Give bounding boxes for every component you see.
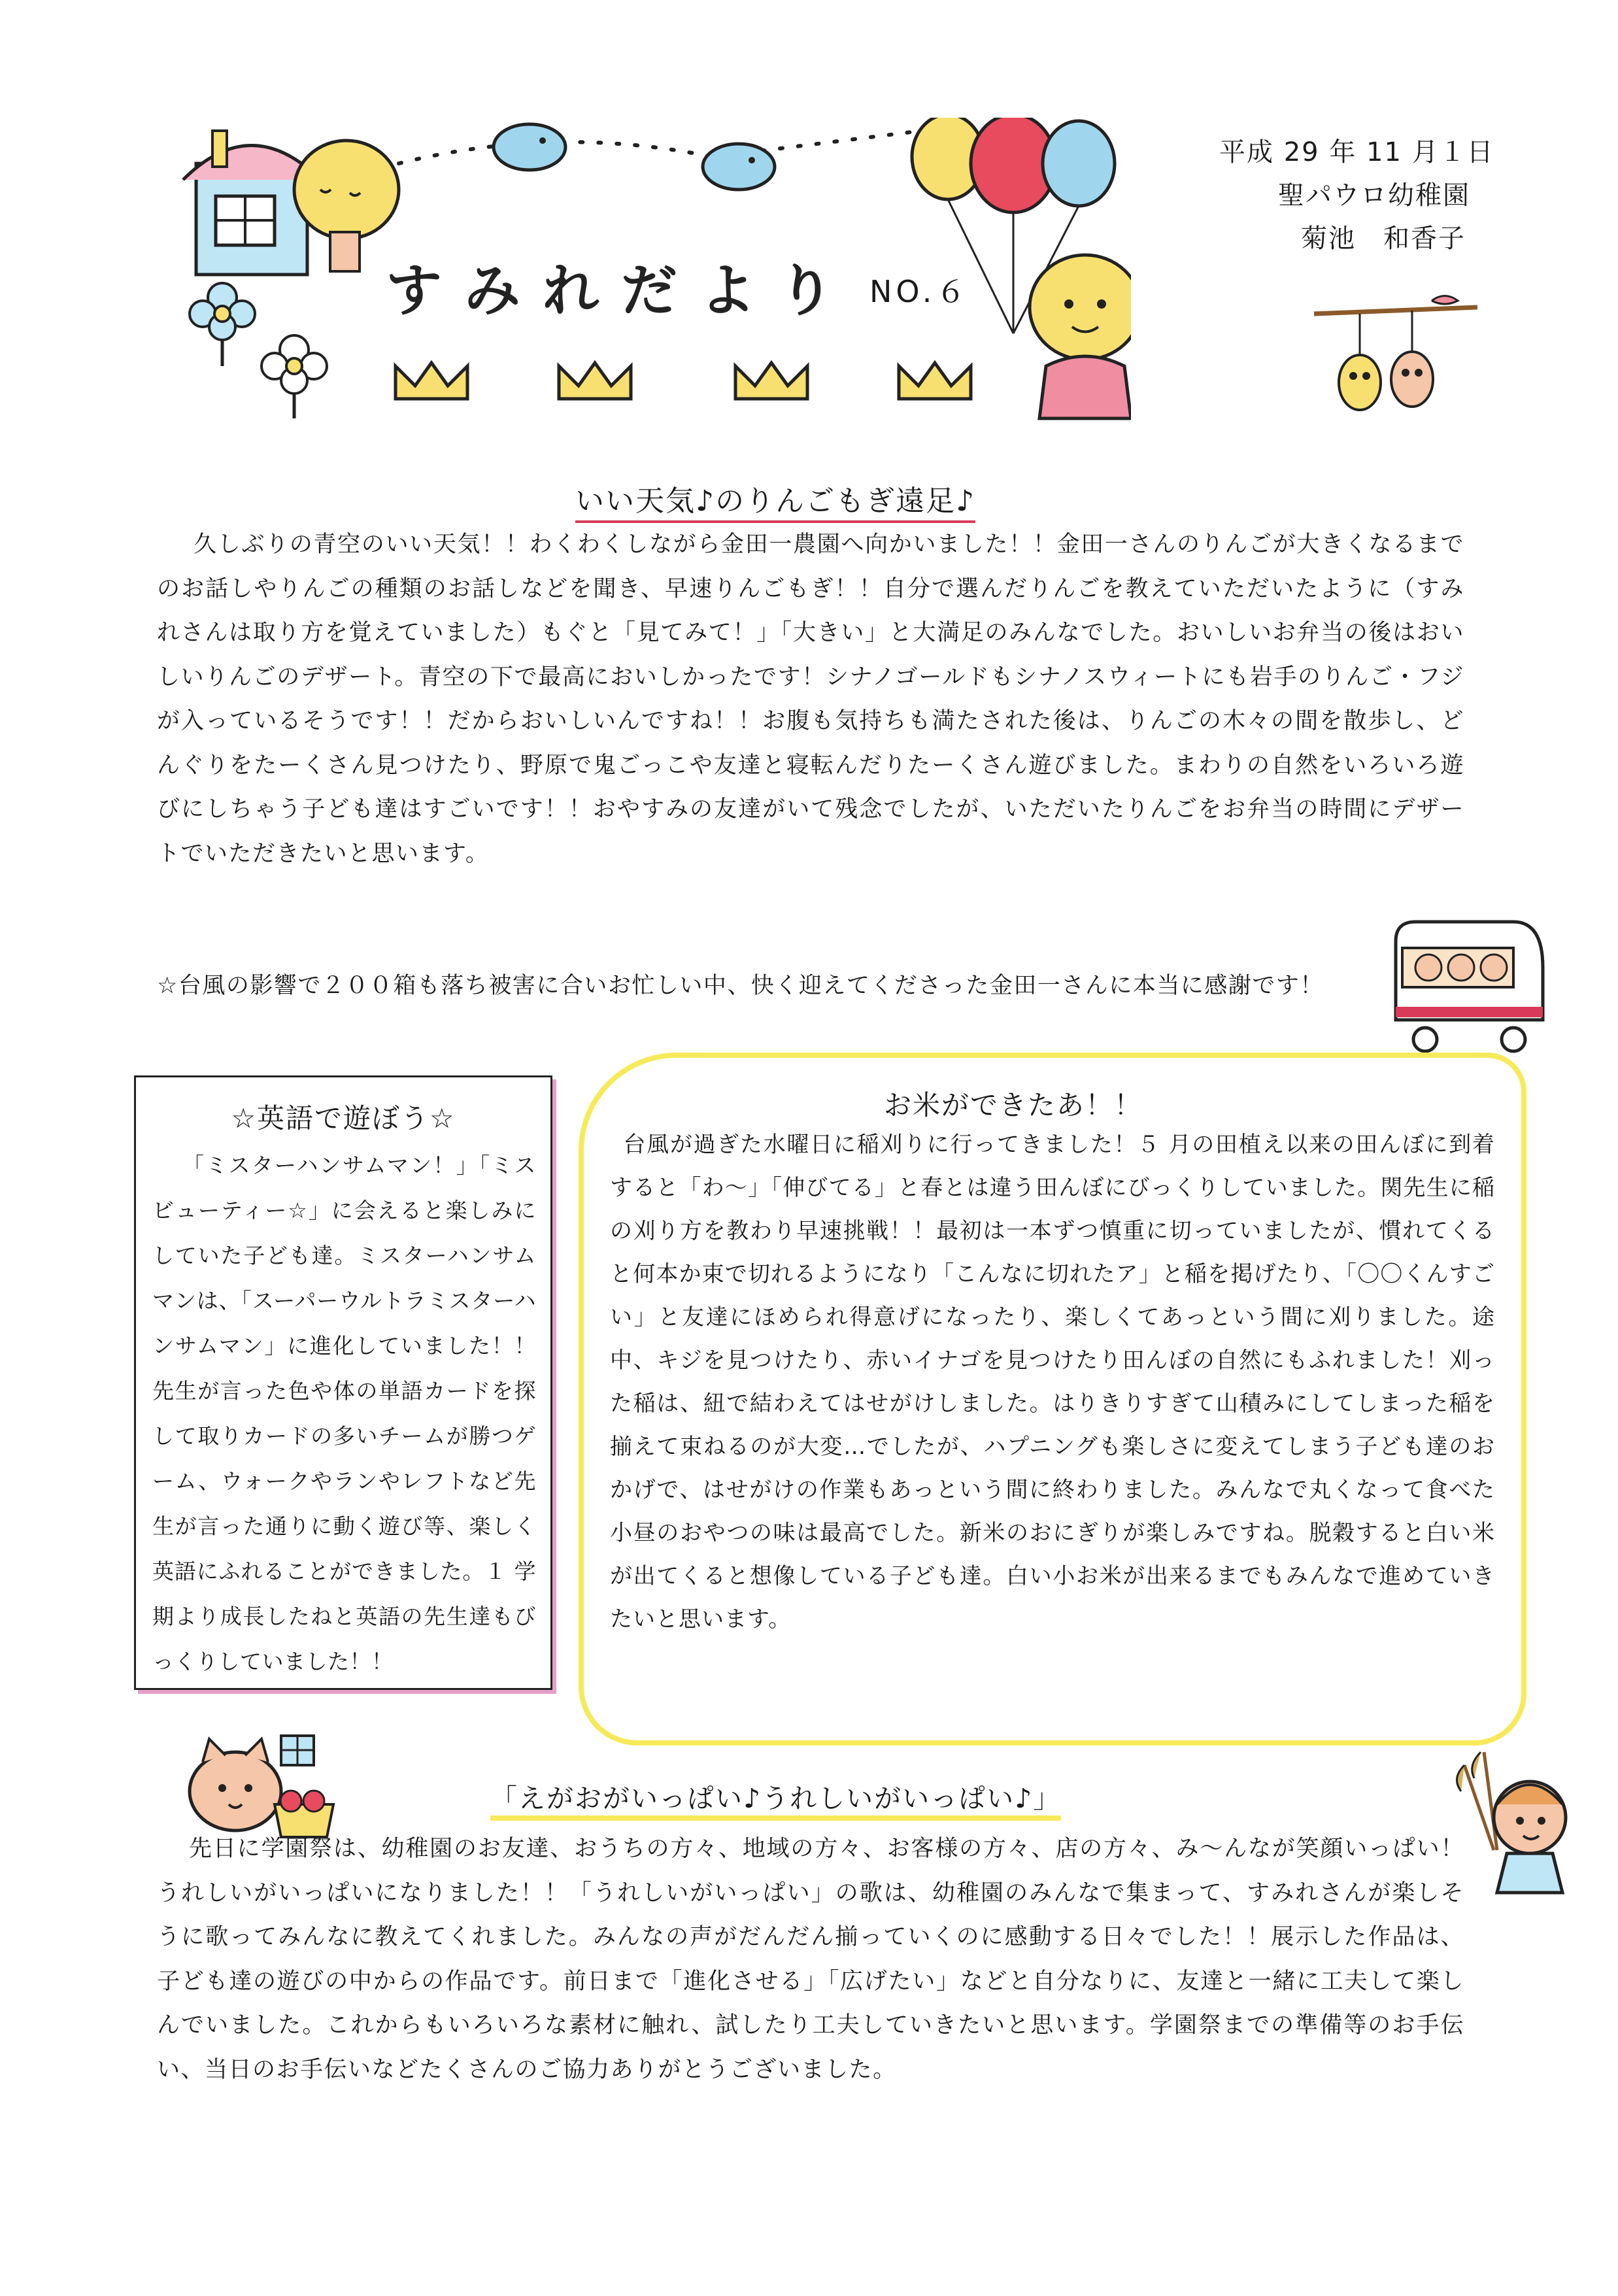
tree-icon (294, 141, 399, 271)
article1 (157, 523, 1464, 876)
bus-illustration (1383, 915, 1553, 1056)
festival-article (157, 1827, 1464, 2092)
newsletter-title: すみれだより (386, 258, 856, 324)
article1-title-text: いい天気♪のりんごもぎ遠足♪ (575, 484, 975, 523)
rice-title: お米ができたあ！！ (883, 1089, 1143, 1121)
girl-icon (1494, 1781, 1566, 1893)
festival-body: 先日に学園祭は、幼稚園のお友達、おうちの方々、地域の方々、お客様の方々、店の方々、み～んなが笑顔いっぱい！うれしいがいっぱいになりました！！「うれしいがいっぱい」の歌は、幼稚園のみんなで集まって、すみれさんが楽しそうに歌ってみんなに教えてくれました。みんなの声がだんだん揃っていくのに感動する日々でした！！展示した作品は、子ども達の遊びの中からの作品です。前日まで「進化させる」「広げたい」などと自分なりに、友達と一緒に工夫して楽しんでいました。これからもいろいろな素材に触れ、試したり工夫していきたいと思います。学園祭までの準備等のお手伝い、当日のお手伝いなどたくさんのご協力ありがとうございました。 (157, 1836, 1464, 2083)
english-box (134, 1075, 552, 1690)
issue-number: NO.６ (869, 274, 970, 309)
bus-icon (1396, 922, 1543, 1051)
rice-body: 台風が過ぎた水曜日に稲刈りに行ってきました！５ 月の田植え以来の田んぼに到着すると「わ～」「伸びてる」と春とは違う田んぼにびっくりしていました。関先生に稲の刈り方を教わり早速挑戦！！最初は一本ずつ慎重に切っていましたが、慣れてくると何本か束で切れるようになり「こんなに切れたア」と稲を掲げたり、「〇〇くんすごい」と友達にほめられ得意げになったり、楽しくてあっという間に刈りました。途中、キジを見つけたり、赤いイナゴを見つけたり田んぼの自然にもふれました！刈った稲は、紐で結わえてはせがけしました。はりきりすぎて山積みにしてしまった稲を揃えて束ねるのが大変…でしたが、ハプニングも楽しさに変えてしまう子ども達のおかげで、はせがけの作業もあっという間に終わりました。みんなで丸くなって食べた小昼のおやつの味は最高でした。新米のおにぎりが楽しみですね。脱穀すると白い米が出てくると想像している子ども達。白い小お米が出来るまでもみんなで進めていきたいと思います。 (610, 1132, 1495, 1632)
article1-body: 久しぶりの青空のいい天気！！わくわくしながら金田一農園へ向かいました！！金田一さんのりんごが大きくなるまでのお話しやりんごの種類のお話しなどを聞き、早速りんごもぎ！！自分で選んだりんごを教えていただいたように（すみれさんは取り方を覚えていました）もぐと「見てみて！」「大きい」と大満足のみんなでした。おいしいお弁当の後はおいしいりんごのデザート。青空の下で最高においしかったです！シナノゴールドもシナノスウィートにも岩手のりんご・フジが入っているそうです！！だからおいしいんですね！！お腹も気持ちも満たされた後は、りんごの木々の間を散歩し、どんぐりをたーくさん見つけたり、野原で鬼ごっこや友達と寝転んだりたーくさん遊びました。まわりの自然をいろいろ遊びにしちゃう子ども達はすごいです！！おやすみの友達がいて残念でしたが、いただいたりんごをお弁当の時間にデザートでいただきたいと思います。 (157, 532, 1464, 867)
article1-note: ☆台風の影響で２００箱も落ち被害に合いお忙しい中、快く迎えてくださった金田一さんに本当に感謝です！ (157, 973, 1324, 999)
header-info (1219, 131, 1513, 260)
english-title: ☆英語で遊ぼう☆ (231, 1102, 456, 1134)
rice-box (579, 1053, 1526, 1746)
article1-note-box (157, 964, 1360, 1009)
cat-icon (190, 1739, 281, 1831)
bird-icon (494, 124, 565, 170)
owl-branch-illustration (1307, 294, 1484, 438)
english-body: 「ミスターハンサムマン！」「ミスビューティー☆」に会えると楽しみにしていた子ども達。ミスターハンサムマンは、「スーパーウルトラミスターハンサムマン」に進化していました！！先生が言った色や体の単語カードを探して取りカードの多いチームが勝つゲーム、ウォークやランやレフトなど先生が言った通りに動く遊び等、楽しく英語にふれることができました。１ 学期より成長したねと英語の先生達もびっくりしていました！！ (152, 1153, 536, 1674)
school-name: 聖パウロ幼稚園 (1278, 180, 1470, 211)
flower-icon (261, 335, 327, 418)
author-name: 菊池 和香子 (1301, 224, 1466, 254)
flower-icon (190, 283, 255, 366)
girl-rice-illustration (1445, 1739, 1589, 1909)
owl-icon (1391, 311, 1433, 407)
window-icon (281, 1736, 314, 1765)
festival-title-text: 「えがおがいっぱい♪うれしいがいっぱい♪」 (490, 1783, 1061, 1821)
festival-title (490, 1777, 1061, 1815)
crown-icon (396, 363, 971, 399)
bird-icon (703, 144, 775, 190)
owl-icon (1339, 314, 1381, 410)
issue-date: 平成 29 年 11 月１日 (1219, 137, 1494, 167)
tiger-icon (1030, 255, 1131, 418)
article1-title (575, 477, 975, 519)
